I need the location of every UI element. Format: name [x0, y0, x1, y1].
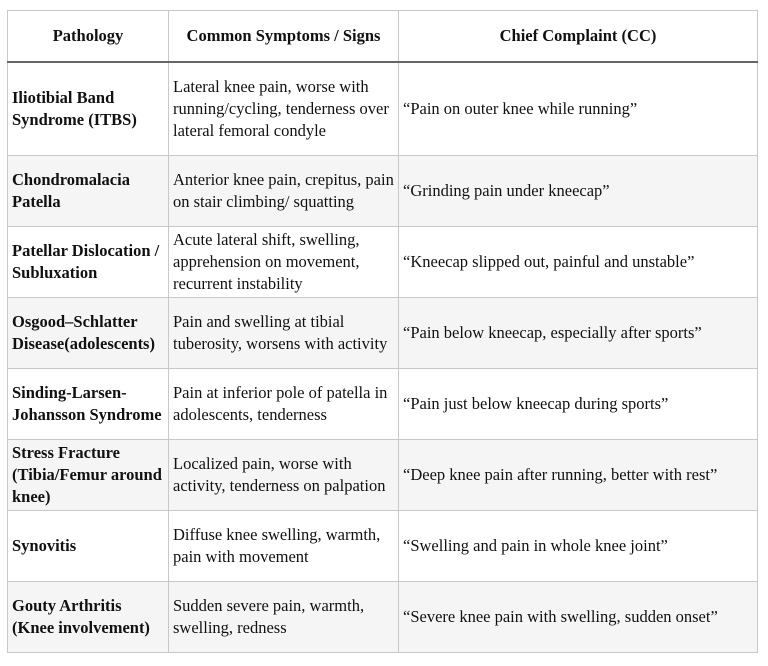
pathology-cell: Iliotibial Band Syndrome (ITBS)	[8, 62, 169, 155]
symptoms-cell: Anterior knee pain, crepitus, pain on stair climbing/ squatting	[169, 155, 399, 226]
pathology-cell: Stress Fracture (Tibia/Femur around knee)	[8, 439, 169, 510]
table-row	[8, 62, 758, 155]
pathology-cell: Patellar Dislocation / Subluxation	[8, 226, 169, 297]
table-row	[8, 226, 758, 297]
pathology-cell: Sinding-Larsen-Johansson Syndrome	[8, 368, 169, 439]
table-row	[8, 581, 758, 652]
table-row	[8, 439, 758, 510]
complaint-cell: “Pain just below kneecap during sports”	[399, 368, 758, 439]
pathology-table	[7, 10, 758, 653]
symptoms-cell: Lateral knee pain, worse with running/cycling, tenderness over lateral femoral condyle	[169, 62, 399, 155]
complaint-cell: “Deep knee pain after running, better with rest”	[399, 439, 758, 510]
pathology-cell: Synovitis	[8, 510, 169, 581]
complaint-cell: “Grinding pain under kneecap”	[399, 155, 758, 226]
table-row	[8, 368, 758, 439]
complaint-cell: “Pain on outer knee while running”	[399, 62, 758, 155]
table-row	[8, 297, 758, 368]
pathology-cell: Osgood–Schlatter Disease(adolescents)	[8, 297, 169, 368]
pathology-cell: Gouty Arthritis (Knee involvement)	[8, 581, 169, 652]
header-row	[8, 11, 758, 63]
complaint-cell: “Kneecap slipped out, painful and unstable”	[399, 226, 758, 297]
header-pathology: Pathology	[8, 11, 169, 63]
pathology-cell: Chondromalacia Patella	[8, 155, 169, 226]
header-chief-complaint: Chief Complaint (CC)	[399, 11, 758, 63]
complaint-cell: “Swelling and pain in whole knee joint”	[399, 510, 758, 581]
symptoms-cell: Diffuse knee swelling, warmth, pain with movement	[169, 510, 399, 581]
symptoms-cell: Localized pain, worse with activity, tenderness on palpation	[169, 439, 399, 510]
symptoms-cell: Sudden severe pain, warmth, swelling, redness	[169, 581, 399, 652]
symptoms-cell: Acute lateral shift, swelling, apprehension on movement, recurrent instability	[169, 226, 399, 297]
table-row	[8, 510, 758, 581]
symptoms-cell: Pain at inferior pole of patella in adolescents, tenderness	[169, 368, 399, 439]
complaint-cell: “Severe knee pain with swelling, sudden onset”	[399, 581, 758, 652]
header-symptoms: Common Symptoms / Signs	[169, 11, 399, 63]
symptoms-cell: Pain and swelling at tibial tuberosity, worsens with activity	[169, 297, 399, 368]
table-row	[8, 155, 758, 226]
complaint-cell: “Pain below kneecap, especially after sports”	[399, 297, 758, 368]
